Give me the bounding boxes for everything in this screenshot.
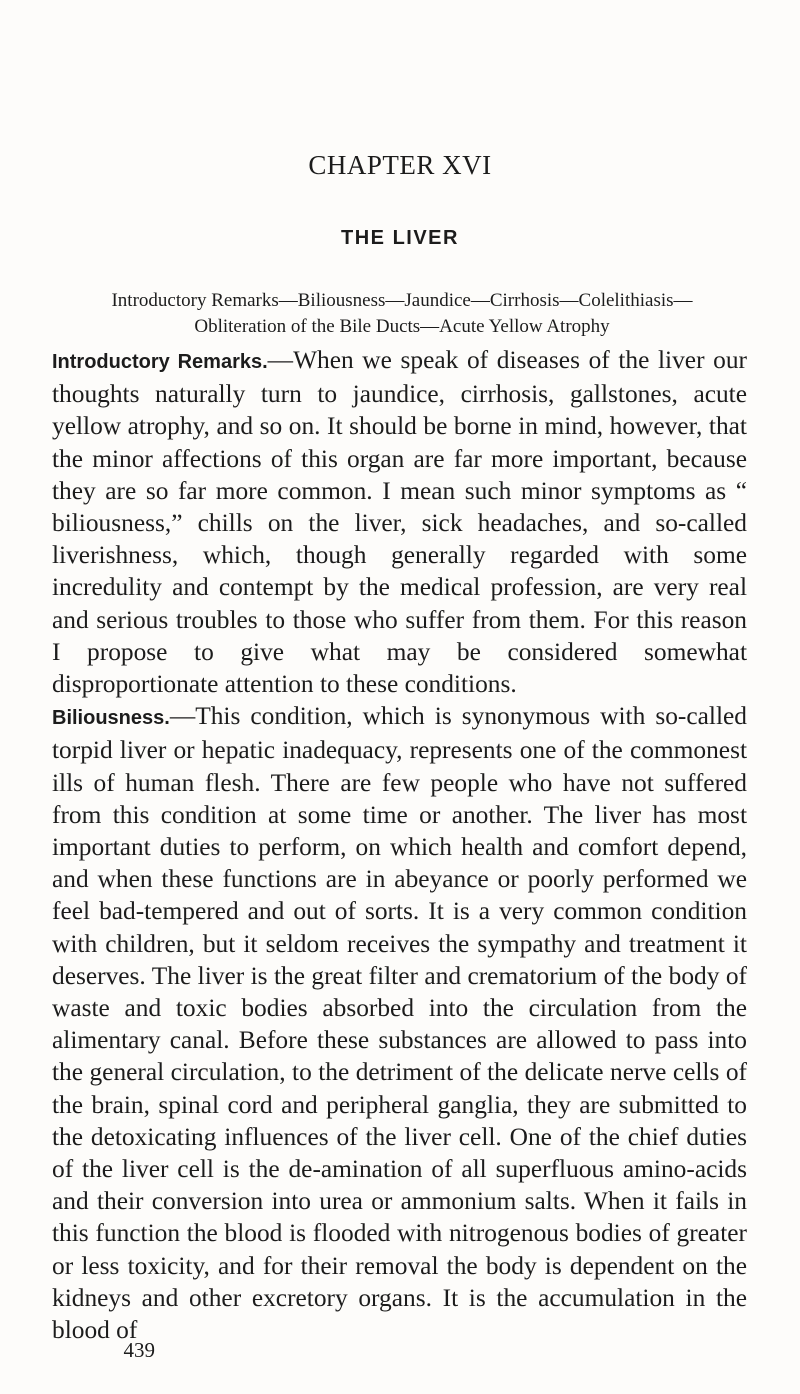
paragraph-biliousness xyxy=(52,700,747,1346)
body-text xyxy=(52,344,747,1346)
chapter-synopsis xyxy=(52,288,752,340)
synopsis-line: Obliteration of the Bile Ducts—Acute Yellow Atrophy xyxy=(194,316,610,337)
page-number: 439 xyxy=(123,1338,155,1362)
synopsis-line: Introductory Remarks—Biliousness—Jaundice—Cirrhosis—Colelithiasis— xyxy=(111,290,693,311)
paragraph-introductory-remarks xyxy=(52,344,747,700)
paragraph-text: —This condition, which is synonymous with so-called torpid liver or hepatic inadequacy, represents one of the commonest ills of human flesh. There are few people who have not suffered from this condition at some time or another. The liver has most important duties to perform, on which health and comfort depend, and when these functions are in abeyance or poorly performed we feel bad-tempered and out of sorts. It is a very common condition with children, but it seldom receives the sympathy and treatment it deserves. The liver is the great filter and crematorium of the body of waste and toxic bodies absorbed into the circulation from the alimentary canal. Before these substances are allowed to pass into the general circulation, to the detriment of the delicate nerve cells of the brain, spinal cord and peripheral ganglia, they are submitted to the detoxicating influences of the liver cell. One of the chief duties of the liver cell is the de-amination of all superfluous amino-acids and their conversion into urea or ammonium salts. When it fails in this function the blood is flooded with nitrogenous bodies of greater or less toxicity, and for their removal the body is dependent on the kidneys and other excretory organs. It is the accumulation in the blood of xyxy=(52,702,747,1345)
paragraph-text: —When we speak of diseases of the liver our thoughts naturally turn to jaundice, cirrhosis, gallstones, acute yellow atrophy, and so on. It should be borne in mind, however, that the minor affections of this organ are far more important, because they are so far more common. I mean such minor symptoms as “ biliousness,” chills on the liver, sick headaches, and so-called liverishness, which, though generally regarded with some incredulity and contempt by the medical profession, are very real and serious troubles to those who suffer from them. For this reason I propose to give what may be considered somewhat disproportionate attention to these conditions. xyxy=(52,346,747,699)
chapter-number: CHAPTER XVI xyxy=(308,150,492,180)
section-heading: Introductory Remarks. xyxy=(52,351,268,373)
chapter-title: THE LIVER xyxy=(341,227,459,249)
section-heading: Biliousness. xyxy=(52,707,170,730)
